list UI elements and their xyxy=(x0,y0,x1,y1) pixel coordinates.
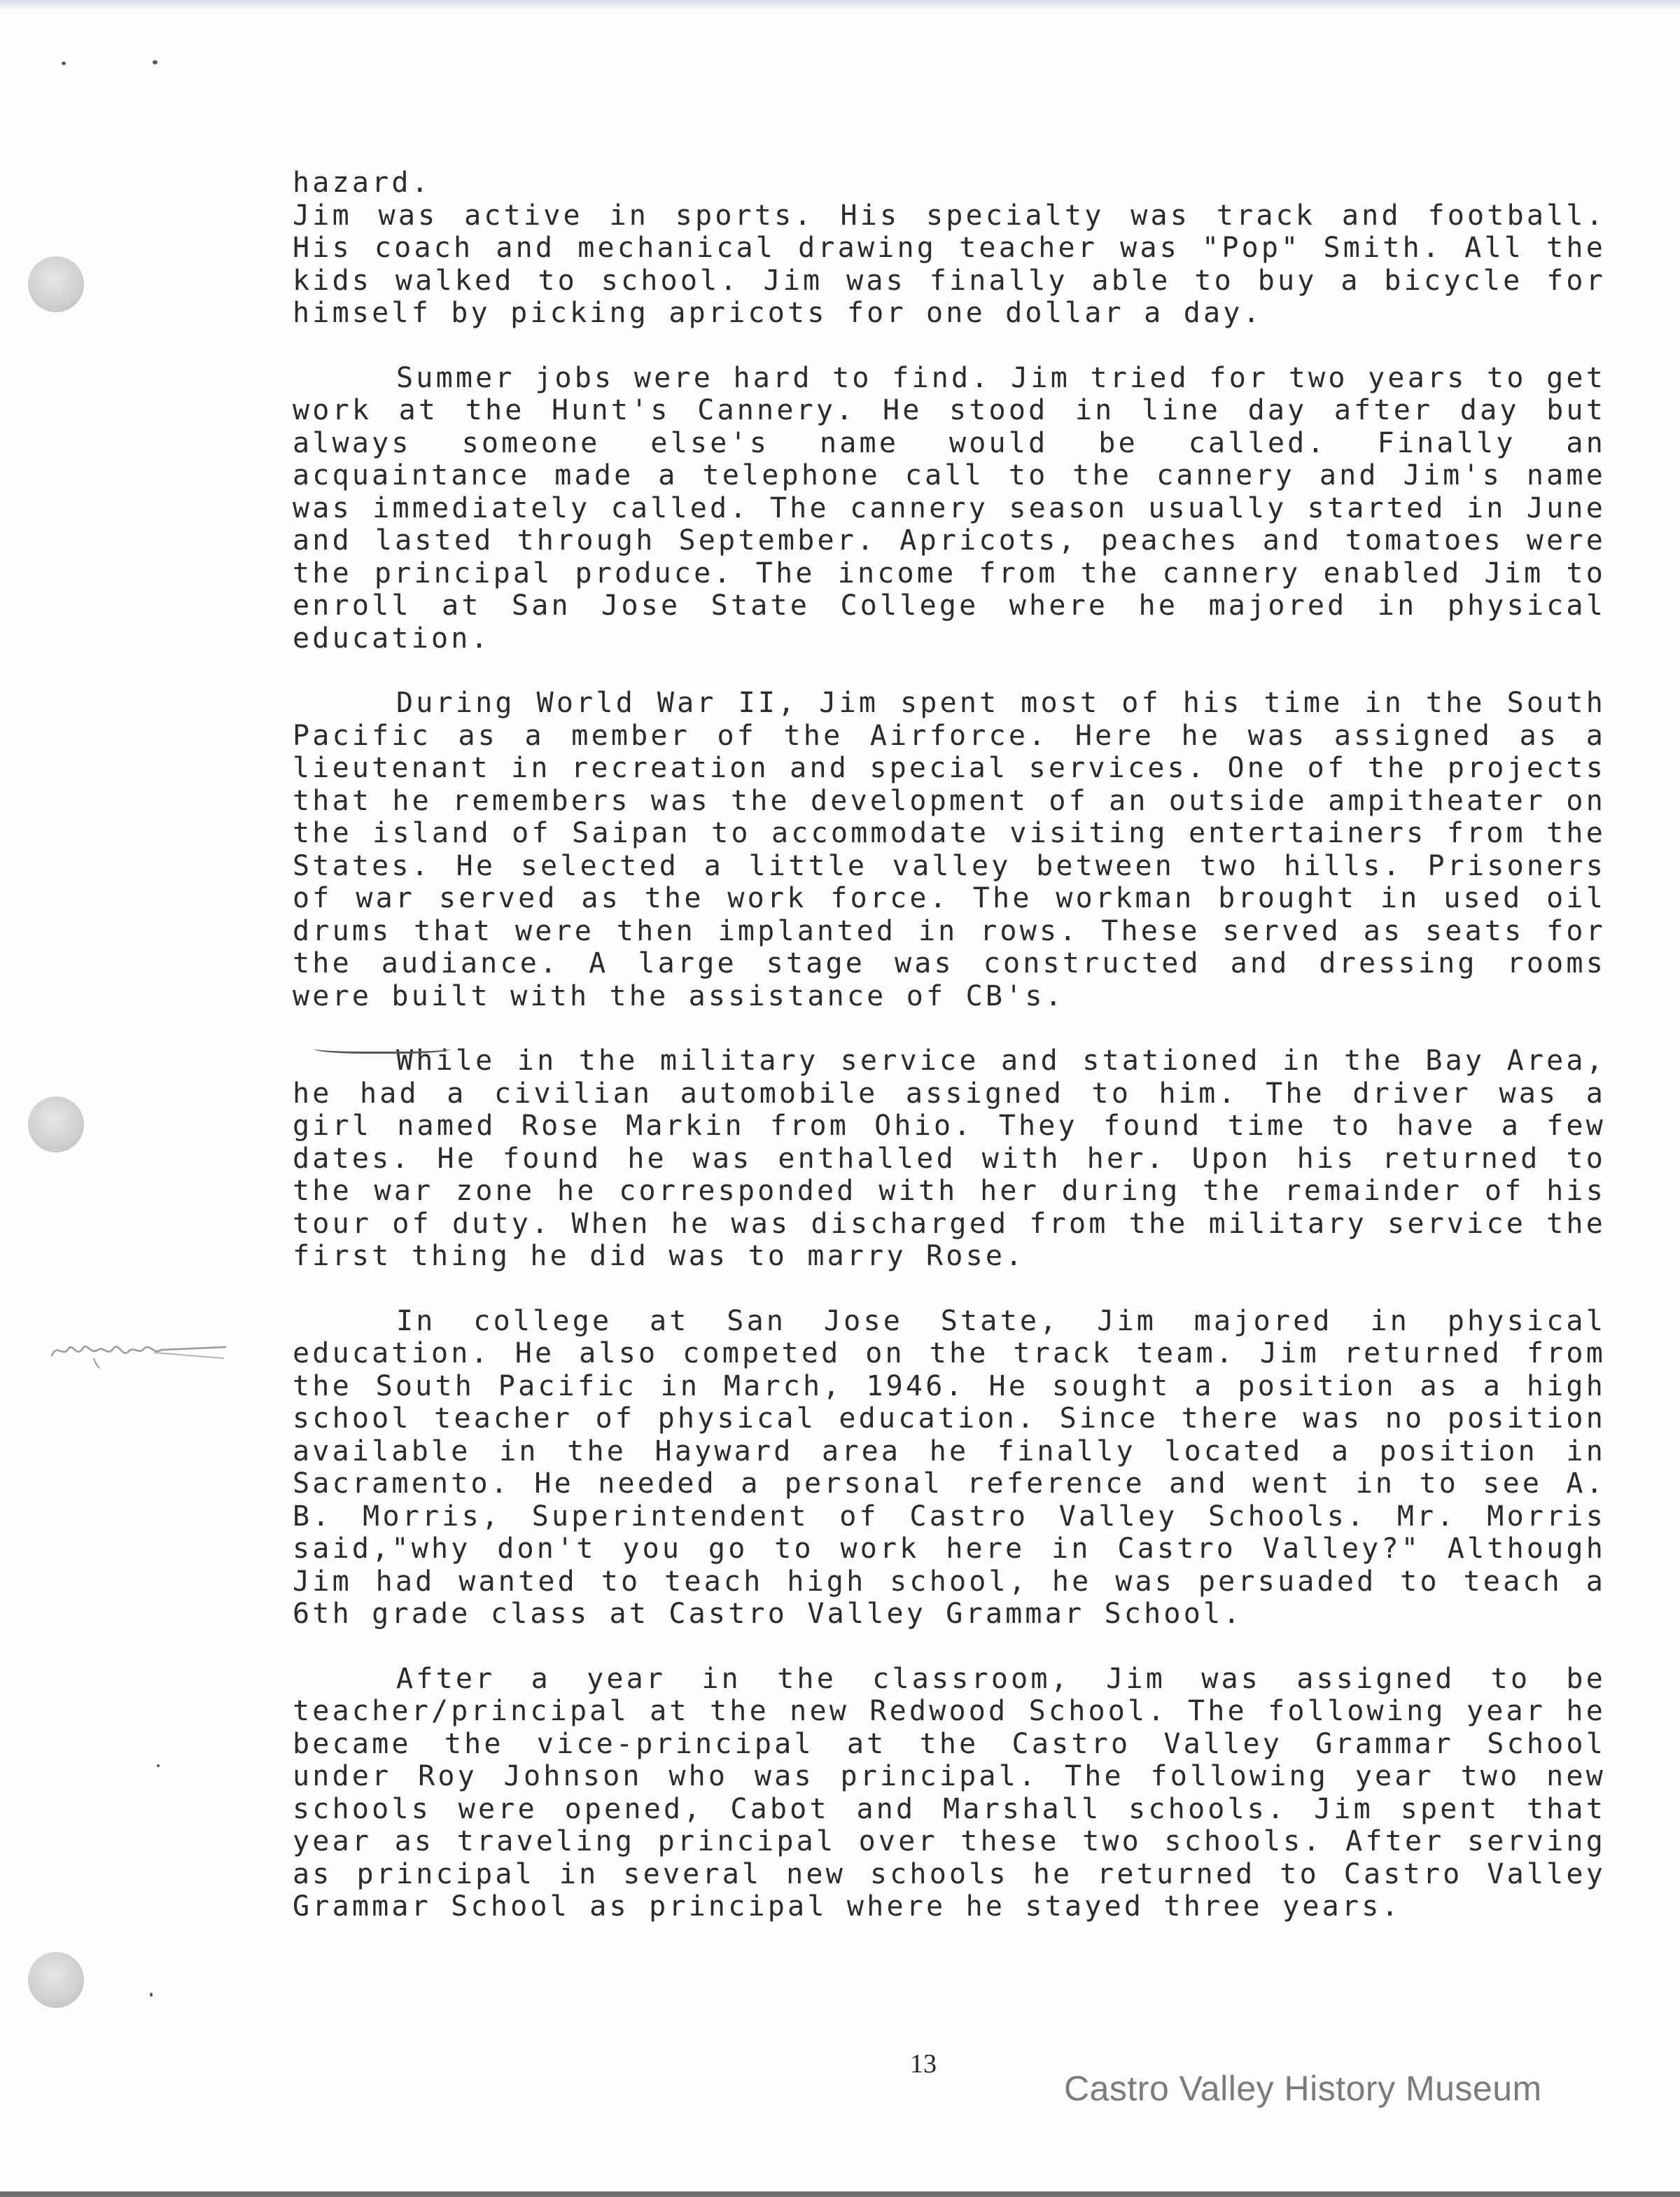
binder-hole-bottom xyxy=(28,1952,84,2008)
binder-hole-top xyxy=(28,256,84,312)
paragraph-summer-jobs: Summer jobs were hard to find. Jim tried for two years to get work at the Hunt's Cannery. He stood in line day after day but always someone else's name would be called. Finally an acquaintance made a telephone call to the cannery and Jim's name was immediately called. The cannery season usually started in June and lasted through September. Apricots, peaches and tomatoes were the principal produce. The income from the cannery enabled Jim to enroll at San Jose State College where he majored in physical education. xyxy=(293,361,1606,655)
paper-speck xyxy=(62,62,66,65)
watermark: Castro Valley History Museum xyxy=(1064,2069,1542,2108)
page-top-edge xyxy=(0,0,1680,8)
paper-speck xyxy=(157,1764,160,1767)
paragraph-world-war-ii: During World War II, Jim spent most of his time in the South Pacific as a member of the Airforce. Here he was assigned as a lieutenant in recreation and special services. One of the projects that he remembers was the development of an outside ampitheater on the island of Saipan to accommodate visiting entertainers from the States. He selected a little valley between two hills. Prisoners of war served as the work force. The workman brought in used oil drums that were then implanted in rows. These served as seats for the audiance. A large stage was constructed and dressing rooms were built with the assistance of CB's. xyxy=(293,687,1606,1012)
paper-speck xyxy=(150,1993,153,1997)
paragraph-principal: After a year in the classroom, Jim was assigned to be teacher/principal at the new Redwood School. The following year he became the vice-principal at the Castro Valley Grammar School under Roy Johnson who was principal. The following year two new schools were opened, Cabot and Marshall schools. Jim spent that year as traveling principal over these two schools. After serving as principal in several new schools he returned to Castro Valley Grammar School as principal where he stayed three years. xyxy=(293,1662,1606,1923)
handwritten-underline xyxy=(314,1042,451,1054)
paper-speck xyxy=(153,60,158,64)
binder-hole-middle xyxy=(28,1096,84,1152)
paragraph-sports: hazard. Jim was active in sports. His specialty was track and football. His coach and mechanical drawing teacher was "Pop" Smith. All the kids walked to school. Jim was finally able to buy a bicycle for himself by picking apricots for one dollar a day. xyxy=(293,167,1606,329)
handwritten-margin-note xyxy=(49,1327,231,1369)
handwritten-repeat-scribble xyxy=(49,1327,231,1369)
page-bottom-edge xyxy=(0,2191,1680,2197)
page-number: 13 xyxy=(910,2049,937,2079)
paragraph-college: In college at San Jose State, Jim majored in physical education. He also competed on the track team. Jim returned from the South Pacific in March, 1946. He sought a position as a high school teacher of physical education. Since there was no position available in the Hayward area he finally located a position in Sacramento. He needed a personal reference and went in to see A. B. Morris, Superintendent of Castro Valley Schools. Mr. Morris said,"why don't you go to work here in Castro Valley?" Although Jim had wanted to teach high school, he was persuaded to teach a 6th grade class at Castro Valley Grammar School. xyxy=(293,1304,1606,1630)
paragraph-military-service: While in the military service and stationed in the Bay Area, he had a civilian automobile assigned to him. The driver was a girl named Rose Markin from Ohio. They found time to have a few dates. He found he was enthalled with her. Upon his returned to the war zone he corresponded with her during the remainder of his tour of duty. When he was discharged from the military service the first thing he did was to marry Rose. xyxy=(293,1045,1606,1272)
document-body xyxy=(293,167,1606,1955)
